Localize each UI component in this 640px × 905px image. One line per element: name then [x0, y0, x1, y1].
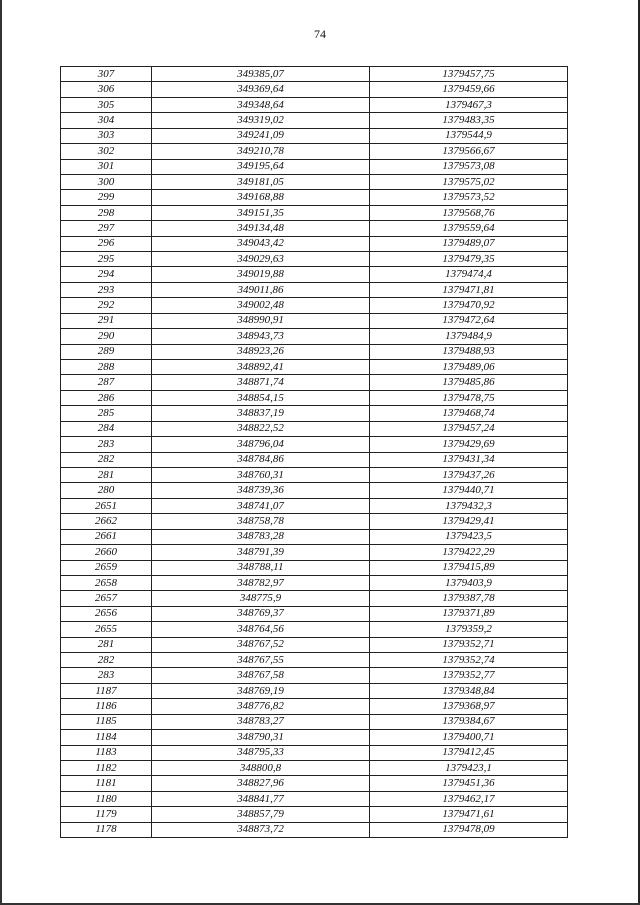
y-coordinate-cell: 1379559,64 — [370, 221, 568, 236]
point-number-cell: 1181 — [61, 776, 152, 791]
y-coordinate-cell: 1379384,67 — [370, 714, 568, 729]
table-row — [61, 467, 568, 482]
point-number-cell: 292 — [61, 298, 152, 313]
x-coordinate-cell: 349029,63 — [152, 252, 370, 267]
table-row — [61, 128, 568, 143]
point-number-cell: 296 — [61, 236, 152, 251]
point-number-cell: 295 — [61, 252, 152, 267]
y-coordinate-cell: 1379478,09 — [370, 822, 568, 837]
y-coordinate-cell: 1379471,81 — [370, 282, 568, 297]
table-row — [61, 390, 568, 405]
x-coordinate-cell: 348837,19 — [152, 406, 370, 421]
point-number-cell: 294 — [61, 267, 152, 282]
table-row — [61, 683, 568, 698]
table-row — [61, 282, 568, 297]
x-coordinate-cell: 349019,88 — [152, 267, 370, 282]
table-row — [61, 498, 568, 513]
table-row — [61, 776, 568, 791]
y-coordinate-cell: 1379474,4 — [370, 267, 568, 282]
x-coordinate-cell: 348758,78 — [152, 514, 370, 529]
table-row — [61, 205, 568, 220]
point-number-cell: 291 — [61, 313, 152, 328]
x-coordinate-cell: 348739,36 — [152, 483, 370, 498]
table-row — [61, 591, 568, 606]
y-coordinate-cell: 1379462,17 — [370, 791, 568, 806]
x-coordinate-cell: 349369,64 — [152, 82, 370, 97]
point-number-cell: 289 — [61, 344, 152, 359]
x-coordinate-cell: 348788,11 — [152, 560, 370, 575]
y-coordinate-cell: 1379566,67 — [370, 144, 568, 159]
y-coordinate-cell: 1379459,66 — [370, 82, 568, 97]
x-coordinate-cell: 348943,73 — [152, 329, 370, 344]
point-number-cell: 2651 — [61, 498, 152, 513]
y-coordinate-cell: 1379575,02 — [370, 174, 568, 189]
point-number-cell: 300 — [61, 174, 152, 189]
point-number-cell: 293 — [61, 282, 152, 297]
x-coordinate-cell: 348796,04 — [152, 437, 370, 452]
point-number-cell: 2661 — [61, 529, 152, 544]
point-number-cell: 288 — [61, 360, 152, 375]
x-coordinate-cell: 348873,72 — [152, 822, 370, 837]
table-row — [61, 714, 568, 729]
y-coordinate-cell: 1379422,29 — [370, 545, 568, 560]
table-row — [61, 82, 568, 97]
table-row — [61, 575, 568, 590]
point-number-cell: 299 — [61, 190, 152, 205]
y-coordinate-cell: 1379368,97 — [370, 699, 568, 714]
y-coordinate-cell: 1379478,75 — [370, 390, 568, 405]
table-row — [61, 560, 568, 575]
point-number-cell: 282 — [61, 653, 152, 668]
x-coordinate-cell: 348741,07 — [152, 498, 370, 513]
y-coordinate-cell: 1379348,84 — [370, 683, 568, 698]
x-coordinate-cell: 348784,86 — [152, 452, 370, 467]
point-number-cell: 297 — [61, 221, 152, 236]
table-row — [61, 791, 568, 806]
y-coordinate-cell: 1379484,9 — [370, 329, 568, 344]
table-row — [61, 730, 568, 745]
x-coordinate-cell: 348800,8 — [152, 760, 370, 775]
y-coordinate-cell: 1379412,45 — [370, 745, 568, 760]
y-coordinate-cell: 1379568,76 — [370, 205, 568, 220]
x-coordinate-cell: 349348,64 — [152, 97, 370, 112]
y-coordinate-cell: 1379352,71 — [370, 637, 568, 652]
y-coordinate-cell: 1379457,75 — [370, 67, 568, 82]
y-coordinate-cell: 1379479,35 — [370, 252, 568, 267]
y-coordinate-cell: 1379573,52 — [370, 190, 568, 205]
point-number-cell: 283 — [61, 668, 152, 683]
y-coordinate-cell: 1379437,26 — [370, 467, 568, 482]
x-coordinate-cell: 348854,15 — [152, 390, 370, 405]
x-coordinate-cell: 349168,88 — [152, 190, 370, 205]
table-row — [61, 236, 568, 251]
table-row — [61, 699, 568, 714]
point-number-cell: 302 — [61, 144, 152, 159]
point-number-cell: 306 — [61, 82, 152, 97]
point-number-cell: 283 — [61, 437, 152, 452]
table-row — [61, 653, 568, 668]
point-number-cell: 2655 — [61, 622, 152, 637]
y-coordinate-cell: 1379489,07 — [370, 236, 568, 251]
y-coordinate-cell: 1379544,9 — [370, 128, 568, 143]
table-row — [61, 344, 568, 359]
table-row — [61, 406, 568, 421]
table-row — [61, 745, 568, 760]
y-coordinate-cell: 1379489,06 — [370, 360, 568, 375]
point-number-cell: 1179 — [61, 807, 152, 822]
table-row — [61, 807, 568, 822]
point-number-cell: 2660 — [61, 545, 152, 560]
x-coordinate-cell: 348783,27 — [152, 714, 370, 729]
x-coordinate-cell: 348776,82 — [152, 699, 370, 714]
x-coordinate-cell: 348990,91 — [152, 313, 370, 328]
coordinates-table-body — [61, 67, 568, 838]
y-coordinate-cell: 1379488,93 — [370, 344, 568, 359]
table-row — [61, 298, 568, 313]
x-coordinate-cell: 349195,64 — [152, 159, 370, 174]
x-coordinate-cell: 348783,28 — [152, 529, 370, 544]
y-coordinate-cell: 1379573,08 — [370, 159, 568, 174]
x-coordinate-cell: 348769,37 — [152, 606, 370, 621]
y-coordinate-cell: 1379423,5 — [370, 529, 568, 544]
table-row — [61, 267, 568, 282]
point-number-cell: 284 — [61, 421, 152, 436]
point-number-cell: 290 — [61, 329, 152, 344]
table-row — [61, 668, 568, 683]
table-row — [61, 452, 568, 467]
point-number-cell: 2656 — [61, 606, 152, 621]
x-coordinate-cell: 348871,74 — [152, 375, 370, 390]
y-coordinate-cell: 1379352,77 — [370, 668, 568, 683]
table-row — [61, 822, 568, 837]
point-number-cell: 303 — [61, 128, 152, 143]
point-number-cell: 280 — [61, 483, 152, 498]
coordinates-table — [60, 66, 568, 838]
x-coordinate-cell: 348764,56 — [152, 622, 370, 637]
y-coordinate-cell: 1379429,41 — [370, 514, 568, 529]
y-coordinate-cell: 1379468,74 — [370, 406, 568, 421]
x-coordinate-cell: 348841,77 — [152, 791, 370, 806]
point-number-cell: 307 — [61, 67, 152, 82]
x-coordinate-cell: 349011,86 — [152, 282, 370, 297]
table-row — [61, 360, 568, 375]
x-coordinate-cell: 348923,26 — [152, 344, 370, 359]
x-coordinate-cell: 349210,78 — [152, 144, 370, 159]
y-coordinate-cell: 1379415,89 — [370, 560, 568, 575]
point-number-cell: 281 — [61, 467, 152, 482]
table-row — [61, 97, 568, 112]
x-coordinate-cell: 348775,9 — [152, 591, 370, 606]
table-row — [61, 144, 568, 159]
table-row — [61, 545, 568, 560]
y-coordinate-cell: 1379403,9 — [370, 575, 568, 590]
x-coordinate-cell: 348782,97 — [152, 575, 370, 590]
x-coordinate-cell: 349151,35 — [152, 205, 370, 220]
x-coordinate-cell: 348790,31 — [152, 730, 370, 745]
point-number-cell: 298 — [61, 205, 152, 220]
point-number-cell: 287 — [61, 375, 152, 390]
y-coordinate-cell: 1379440,71 — [370, 483, 568, 498]
table-row — [61, 606, 568, 621]
y-coordinate-cell: 1379371,89 — [370, 606, 568, 621]
x-coordinate-cell: 349385,07 — [152, 67, 370, 82]
y-coordinate-cell: 1379471,61 — [370, 807, 568, 822]
point-number-cell: 2662 — [61, 514, 152, 529]
table-row — [61, 622, 568, 637]
x-coordinate-cell: 348795,33 — [152, 745, 370, 760]
point-number-cell: 1182 — [61, 760, 152, 775]
point-number-cell: 1178 — [61, 822, 152, 837]
point-number-cell: 1187 — [61, 683, 152, 698]
x-coordinate-cell: 348791,39 — [152, 545, 370, 560]
x-coordinate-cell: 349319,02 — [152, 113, 370, 128]
table-row — [61, 437, 568, 452]
table-row — [61, 113, 568, 128]
y-coordinate-cell: 1379483,35 — [370, 113, 568, 128]
point-number-cell: 282 — [61, 452, 152, 467]
point-number-cell: 1186 — [61, 699, 152, 714]
table-row — [61, 760, 568, 775]
table-row — [61, 174, 568, 189]
table-row — [61, 221, 568, 236]
x-coordinate-cell: 348767,55 — [152, 653, 370, 668]
page-edge-left — [0, 0, 2, 905]
table-row — [61, 375, 568, 390]
table-row — [61, 67, 568, 82]
point-number-cell: 2659 — [61, 560, 152, 575]
y-coordinate-cell: 1379472,64 — [370, 313, 568, 328]
point-number-cell: 1180 — [61, 791, 152, 806]
x-coordinate-cell: 349181,05 — [152, 174, 370, 189]
table-row — [61, 313, 568, 328]
x-coordinate-cell: 348827,96 — [152, 776, 370, 791]
x-coordinate-cell: 348767,52 — [152, 637, 370, 652]
table-row — [61, 529, 568, 544]
table-row — [61, 329, 568, 344]
table-row — [61, 190, 568, 205]
y-coordinate-cell: 1379485,86 — [370, 375, 568, 390]
x-coordinate-cell: 349241,09 — [152, 128, 370, 143]
x-coordinate-cell: 349134,48 — [152, 221, 370, 236]
point-number-cell: 305 — [61, 97, 152, 112]
y-coordinate-cell: 1379451,36 — [370, 776, 568, 791]
point-number-cell: 281 — [61, 637, 152, 652]
x-coordinate-cell: 349043,42 — [152, 236, 370, 251]
y-coordinate-cell: 1379467,3 — [370, 97, 568, 112]
table-row — [61, 421, 568, 436]
y-coordinate-cell: 1379457,24 — [370, 421, 568, 436]
table-row — [61, 483, 568, 498]
y-coordinate-cell: 1379432,3 — [370, 498, 568, 513]
point-number-cell: 1184 — [61, 730, 152, 745]
y-coordinate-cell: 1379387,78 — [370, 591, 568, 606]
table-row — [61, 514, 568, 529]
point-number-cell: 2658 — [61, 575, 152, 590]
x-coordinate-cell: 348767,58 — [152, 668, 370, 683]
y-coordinate-cell: 1379352,74 — [370, 653, 568, 668]
x-coordinate-cell: 348760,31 — [152, 467, 370, 482]
y-coordinate-cell: 1379359,2 — [370, 622, 568, 637]
x-coordinate-cell: 348857,79 — [152, 807, 370, 822]
point-number-cell: 1183 — [61, 745, 152, 760]
x-coordinate-cell: 348892,41 — [152, 360, 370, 375]
y-coordinate-cell: 1379423,1 — [370, 760, 568, 775]
table-row — [61, 637, 568, 652]
x-coordinate-cell: 349002,48 — [152, 298, 370, 313]
y-coordinate-cell: 1379400,71 — [370, 730, 568, 745]
y-coordinate-cell: 1379429,69 — [370, 437, 568, 452]
y-coordinate-cell: 1379431,34 — [370, 452, 568, 467]
point-number-cell: 301 — [61, 159, 152, 174]
point-number-cell: 1185 — [61, 714, 152, 729]
page-number: 74 — [314, 27, 326, 41]
table-row — [61, 252, 568, 267]
point-number-cell: 286 — [61, 390, 152, 405]
point-number-cell: 285 — [61, 406, 152, 421]
point-number-cell: 2657 — [61, 591, 152, 606]
table-row — [61, 159, 568, 174]
x-coordinate-cell: 348822,52 — [152, 421, 370, 436]
point-number-cell: 304 — [61, 113, 152, 128]
x-coordinate-cell: 348769,19 — [152, 683, 370, 698]
y-coordinate-cell: 1379470,92 — [370, 298, 568, 313]
